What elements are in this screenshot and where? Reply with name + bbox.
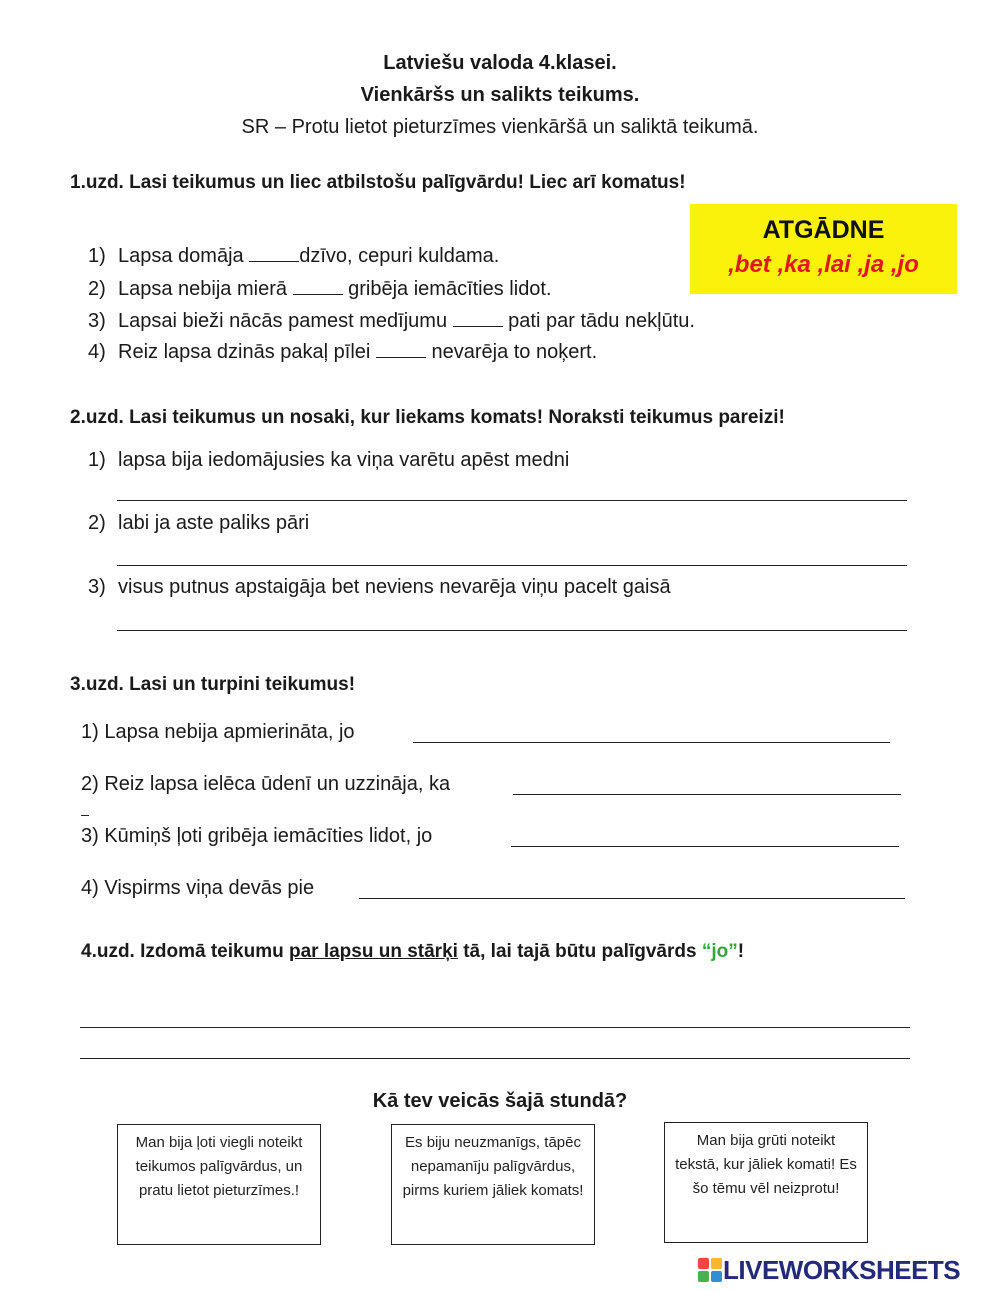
task2-item: 2) labi ja aste paliks pāri	[88, 512, 310, 534]
task3-item: 3) Kūmiņš ļoti gribēja iemācīties lidot, jo	[81, 825, 433, 847]
task2-item: 3) visus putnus apstaigāja bet neviens nevarēja viņu pacelt gaisā	[88, 576, 671, 598]
answer-line[interactable]	[117, 500, 907, 501]
answer-line[interactable]	[513, 794, 901, 795]
learning-goal: SR – Protu lietot pieturzīmes vienkāršā un saliktā teikumā.	[241, 116, 759, 138]
liveworksheets-logo	[697, 1255, 960, 1285]
reflection-option-hard[interactable]: Man bija grūti noteikt tekstā, kur jāliek komati! Es šo tēmu vēl neizprotu!	[664, 1122, 868, 1243]
reminder-box	[690, 204, 957, 294]
answer-blank[interactable]	[293, 278, 343, 295]
worksheet-title: Latviešu valoda 4.klasei.	[383, 52, 617, 74]
reflection-option-easy[interactable]: Man bija ļoti viegli noteikt teikumos palīgvārdus, un pratu lietot pieturzīmes.!	[117, 1124, 321, 1245]
reminder-title: ATGĀDNE	[762, 216, 885, 244]
task2-heading: 2.uzd. Lasi teikumus un nosaki, kur liekams komats! Noraksti teikumus pareizi!	[70, 407, 785, 428]
answer-blank[interactable]	[376, 341, 426, 358]
task1-item: 1) Lapsa domāja dzīvo, cepuri kuldama.	[88, 245, 500, 267]
answer-blank[interactable]	[453, 310, 503, 327]
answer-line[interactable]	[117, 630, 907, 631]
answer-line[interactable]	[511, 846, 899, 847]
reflection-option-careless[interactable]: Es biju neuzmanīgs, tāpēc nepamanīju palīgvārdus, pirms kuriem jāliek komats!	[391, 1124, 595, 1245]
answer-line[interactable]	[413, 742, 890, 743]
task1-item: 3) Lapsai bieži nācās pamest medījumu pati par tādu nekļūtu.	[88, 310, 695, 332]
task4-underlined: par lapsu un stārķi	[288, 941, 458, 962]
stray-mark	[81, 815, 89, 816]
task1-heading: 1.uzd. Lasi teikumus un liec atbilstošu palīgvārdu! Liec arī komatus!	[70, 172, 686, 193]
answer-line[interactable]	[359, 898, 905, 899]
task3-item: 1) Lapsa nebija apmierināta, jo	[81, 721, 355, 743]
answer-blank[interactable]	[249, 245, 299, 262]
task1-item: 4) Reiz lapsa dzinās pakaļ pīlei nevarēja to noķert.	[88, 341, 598, 363]
answer-line[interactable]	[117, 565, 907, 566]
task1-item: 2) Lapsa nebija mierā gribēja iemācīties lidot.	[88, 278, 552, 300]
liveworksheets-logo-icon	[697, 1257, 723, 1283]
task4-keyword: “jo”	[701, 941, 738, 962]
task3-item: 2) Reiz lapsa ielēca ūdenī un uzzināja, ka	[81, 773, 451, 795]
answer-line[interactable]	[80, 1027, 910, 1028]
task3-item: 4) Vispirms viņa devās pie	[81, 877, 315, 899]
worksheet-subtitle: Vienkāršs un salikts teikums.	[360, 84, 640, 106]
reflection-question: Kā tev veicās šajā stundā?	[372, 1090, 628, 1112]
answer-line[interactable]	[80, 1058, 910, 1059]
task2-item: 1) lapsa bija iedomājusies ka viņa varētu apēst medni	[88, 449, 570, 471]
liveworksheets-logo-text: LIVEWORKSHEETS	[723, 1254, 961, 1285]
task4-heading: 4.uzd. Izdomā teikumu par lapsu un stārķi tā, lai tajā būtu palīgvārds “jo”!	[81, 941, 745, 962]
reminder-words: ,bet ,ka ,lai ,ja ,jo	[728, 251, 919, 278]
task3-heading: 3.uzd. Lasi un turpini teikumus!	[70, 674, 356, 695]
